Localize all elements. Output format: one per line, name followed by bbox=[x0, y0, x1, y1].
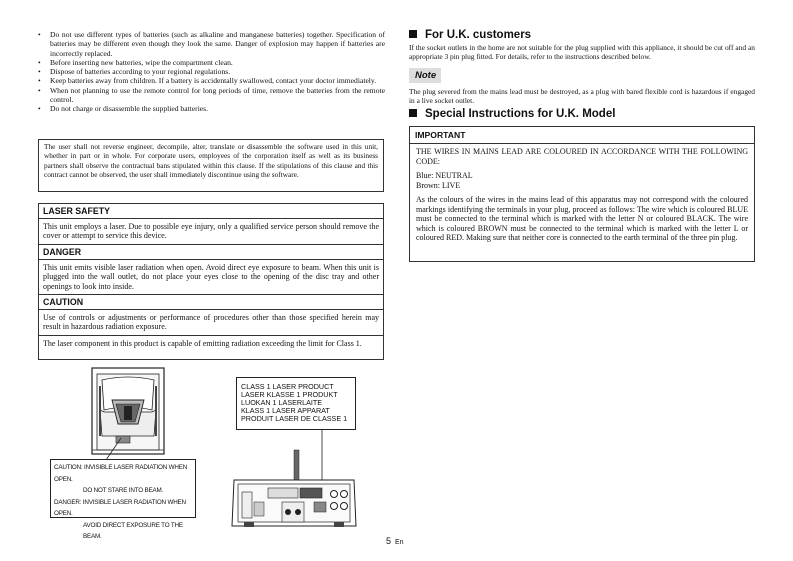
important-heading: IMPORTANT bbox=[410, 127, 754, 144]
class1-text: The laser component in this product is capable of emitting radiation exceeding the limit for Class 1. bbox=[43, 338, 362, 348]
special-instructions-heading: Special Instructions for U.K. Model bbox=[409, 108, 615, 120]
uk-customers-heading: For U.K. customers bbox=[409, 29, 531, 41]
list-item: • When not planning to use the remote control for long periods of time, remove the batteries from the remote control. bbox=[38, 86, 385, 105]
list-item: • Do not use different types of batteries (such as alkaline and manganese batteries) together. Specification of batteries may be different even though they look the same. Danger of explosion may happen if batteries are incorrectly replaced. bbox=[38, 30, 385, 58]
wire-colour-warning: THE WIRES IN MAINS LEAD ARE COLOURED IN ACCORDANCE WITH THE FOLLOWING CODE: bbox=[416, 147, 748, 166]
brown-wire-code: Brown: LIVE bbox=[416, 180, 461, 190]
label-line: CLASS 1 LASER PRODUCT bbox=[241, 382, 334, 391]
laser-safety-heading: LASER SAFETY bbox=[39, 204, 383, 219]
blue-wire-code: Blue: NEUTRAL bbox=[416, 171, 473, 180]
rear-panel-illustration bbox=[226, 430, 366, 530]
caution-label-line: AVOID DIRECT EXPOSURE TO THE BEAM. bbox=[83, 521, 183, 540]
label-line: LASER KLASSE 1 PRODUKT bbox=[241, 390, 338, 399]
laser-safety-box bbox=[38, 203, 384, 360]
caution-label-line: CAUTION: INVISIBLE LASER RADIATION WHEN OPEN. bbox=[54, 464, 188, 483]
list-item: • Keep batteries away from children. If a battery is accidentally swallowed, contact your doctor immediately. bbox=[38, 76, 385, 85]
danger-heading: DANGER bbox=[39, 245, 383, 260]
laser-product-label bbox=[236, 377, 356, 430]
label-line: PRODUIT LASER DE CLASSE 1 bbox=[241, 414, 348, 423]
label-line: KLASS 1 LASER APPARAT bbox=[241, 406, 330, 415]
note-badge: Note bbox=[409, 68, 441, 83]
note-text: The plug severed from the mains lead must be destroyed, as a plug with bared flexible cord is hazardous if engaged in a live socket outlet. bbox=[409, 87, 755, 106]
page-number: 5 En bbox=[386, 536, 404, 546]
software-license-notice: The user shall not reverse engineer, decompile, alter, translate or disassemble the software used in this unit, whether in part or in whole. For corporate users, employees of the corporation itself as well as its business partners shall observe the contractual bans stipulated within this clause. If the stipulations of this clause and this contract cannot be observed, the user shall immediately discontinue using the software. bbox=[38, 139, 384, 192]
caution-label-line: DO NOT STARE INTO BEAM. bbox=[83, 487, 164, 494]
list-item: • Before inserting new batteries, wipe the compartment clean. bbox=[38, 58, 385, 67]
important-box bbox=[409, 126, 755, 262]
list-item: • Do not charge or disassemble the supplied batteries. bbox=[38, 104, 385, 113]
caution-label-line: DANGER: INVISIBLE LASER RADIATION WHEN OPEN. bbox=[54, 498, 186, 517]
square-bullet-icon bbox=[409, 30, 417, 38]
label-line: LUOKAN 1 LASERLAITE bbox=[241, 398, 323, 407]
caution-text: Use of controls or adjustments or performance of procedures other than those specified herein may result in hazardous radiation exposure. bbox=[39, 310, 383, 336]
square-bullet-icon bbox=[409, 109, 417, 117]
caution-label bbox=[50, 459, 196, 540]
danger-text: This unit emits visible laser radiation when open. Avoid direct eye exposure to beam. When this unit is plugged into the wall outlet, do not place your eyes close to the opening of the disc tray and other openings to look into inside. bbox=[39, 260, 383, 295]
wiring-instructions: As the colours of the wires in the mains lead of this apparatus may not correspond with the coloured markings identifying the terminals in your plug, proceed as follows: The wire which is coloured BLUE must be connected to the terminal which is marked with the letter N or coloured BLACK. The wire which is coloured BROWN must be connected to the terminal which is marked with the letter L or coloured RED. Making sure that neither core is connected to the earth terminal of the three pin plug. bbox=[416, 195, 748, 242]
laser-safety-text: This unit employs a laser. Due to possible eye injury, only a qualified service person should remove the cover or attempt to service this device. bbox=[39, 219, 383, 245]
battery-precautions-list bbox=[38, 30, 385, 114]
caution-heading: CAUTION bbox=[39, 295, 383, 310]
uk-customers-text: If the socket outlets in the home are not suitable for the plug supplied with this appliance, it should be cut off and an appropriate 3 pin plug fitted. For details, refer to the instructions described below. bbox=[409, 43, 755, 62]
list-item: • Dispose of batteries according to your regional regulations. bbox=[38, 67, 385, 76]
